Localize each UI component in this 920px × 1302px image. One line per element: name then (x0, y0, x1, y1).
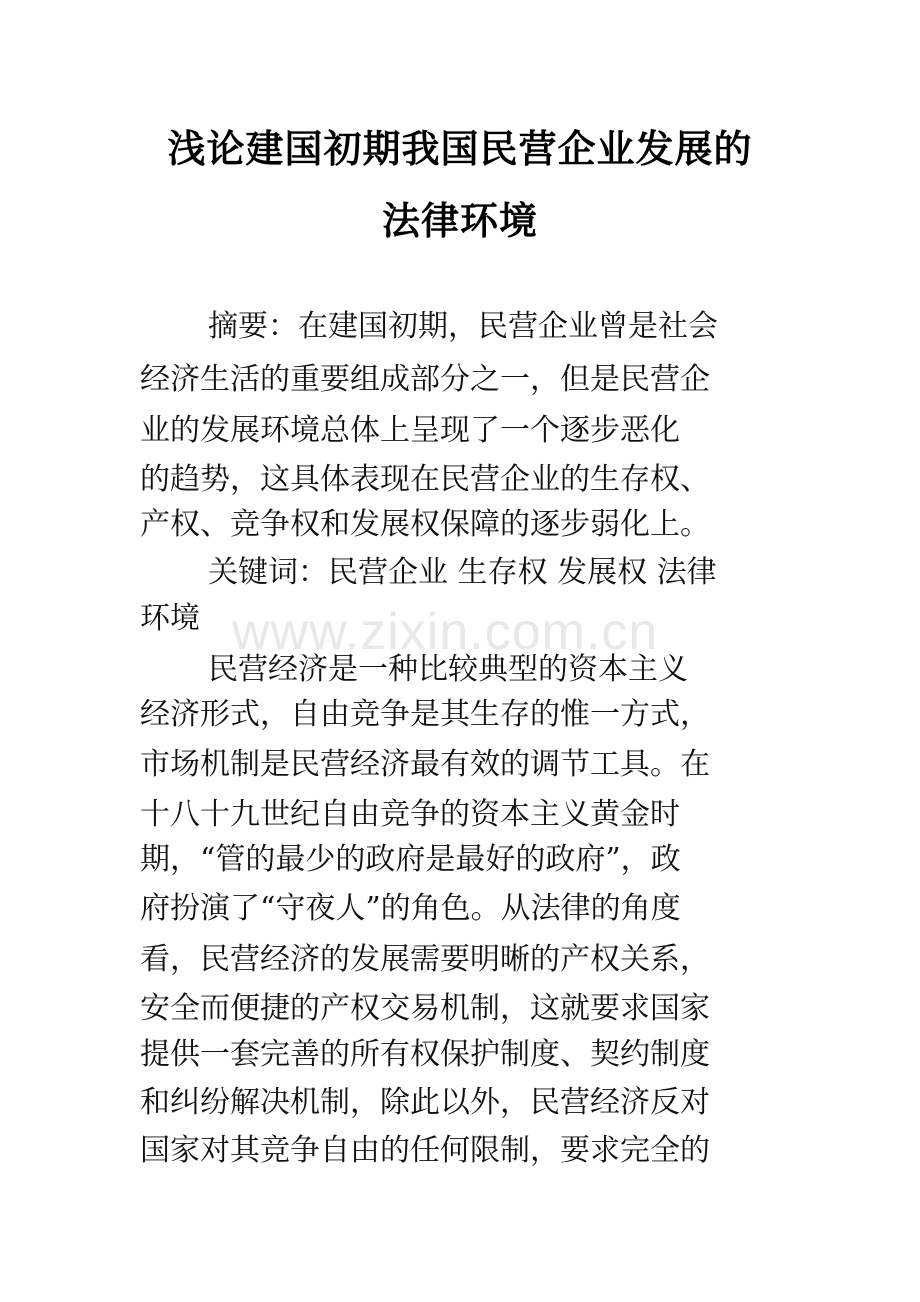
abstract-line: 业的发展环境总体上呈现了一个逐步恶化 (140, 413, 680, 448)
body-line: 经济形式，自由竞争是其生存的惟一方式， (140, 697, 710, 732)
body-line: 安全而便捷的产权交易机制，这就要求国家 (140, 991, 710, 1026)
watermark: www.zixin.com.cn (232, 603, 659, 661)
document-title-line-2: 法律环境 (381, 199, 538, 243)
abstract-line: 经济生活的重要组成部分之一，但是民营企 (140, 362, 710, 397)
keywords-line: 环境 (140, 601, 200, 636)
body-line: 期，“管的最少的政府是最好的政府”，政 (140, 842, 681, 877)
abstract-line: 的趋势，这具体表现在民营企业的生存权、 (140, 462, 710, 497)
body-line: 国家对其竞争自由的任何限制，要求完全的 (140, 1133, 710, 1168)
body-line: 提供一套完善的所有权保护制度、契约制度 (140, 1037, 710, 1072)
abstract-line: 摘要：在建国初期，民营企业曾是社会 (208, 309, 718, 344)
body-line: 和纠纷解决机制，除此以外，民营经济反对 (140, 1085, 710, 1120)
body-line: 民营经济是一种比较典型的资本主义 (208, 652, 688, 687)
body-line: 看，民营经济的发展需要明晰的产权关系， (140, 942, 710, 977)
body-line: 府扮演了“守夜人”的角色。从法律的角度 (140, 891, 681, 926)
document-title-line-1: 浅论建国初期我国民营企业发展的 (167, 127, 753, 171)
keywords-line: 关键词：民营企业 生存权 发展权 法律 (208, 555, 717, 590)
body-line: 市场机制是民营经济最有效的调节工具。在 (140, 747, 710, 782)
abstract-line: 产权、竞争权和发展权保障的逐步弱化上。 (140, 507, 710, 542)
body-line: 十八十九世纪自由竞争的资本主义黄金时 (140, 797, 680, 832)
